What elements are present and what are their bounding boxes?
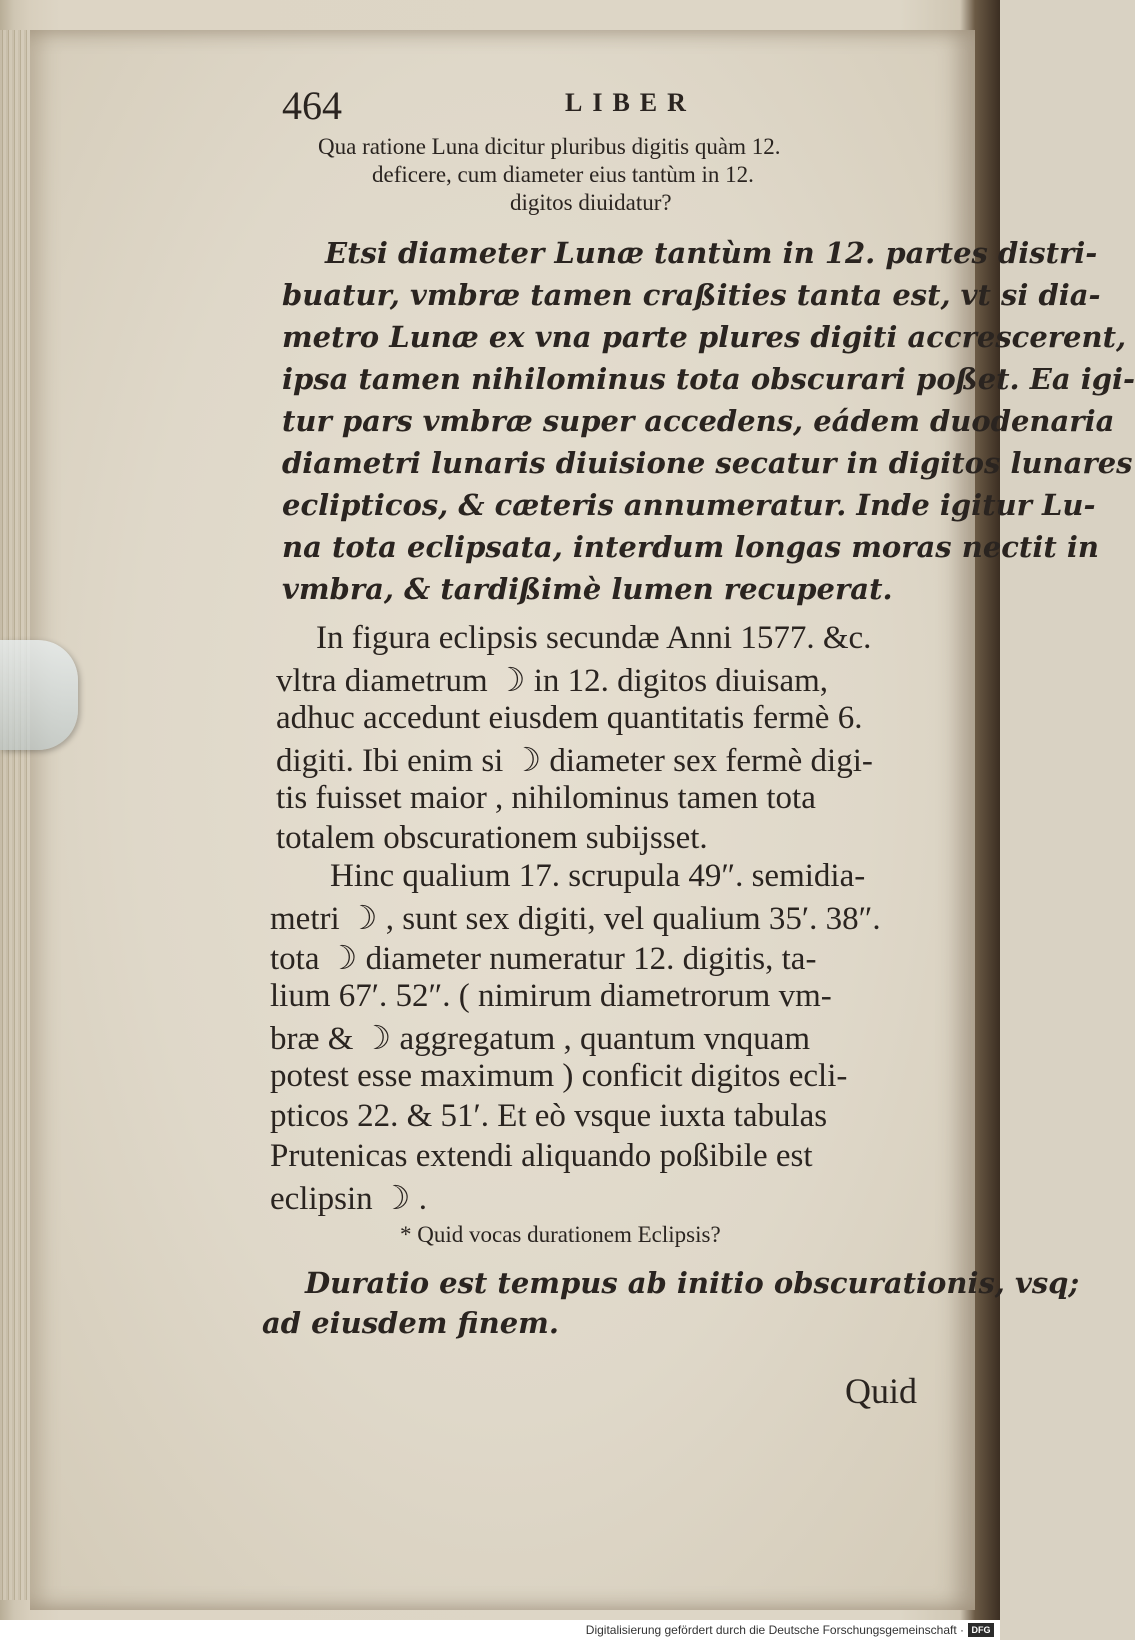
answer-line: tur pars vmbræ super accedens, eádem duodenaria	[282, 404, 1115, 438]
page-number: 464	[282, 83, 342, 128]
answer-line: diametri lunaris diuisione secatur in digitos lunares	[282, 446, 1133, 480]
paragraph-line: tis fuisset maior , nihilominus tamen tota	[276, 780, 816, 816]
paragraph-line: In figura eclipsis secundæ Anni 1577. &c.	[316, 620, 872, 656]
paragraph-line: totalem obscurationem subijsset.	[276, 820, 708, 856]
answer-line: metro Lunæ ex vna parte plures digiti accrescerent,	[282, 320, 1127, 354]
section-heading: * Quid vocas durationem Eclipsis?	[400, 1222, 721, 1247]
paragraph-line: lium 67′. 52″. ( nimirum diametrorum vm-	[270, 978, 832, 1014]
question-line: digitos diuidatur?	[510, 190, 672, 215]
answer-line: Duratio est tempus ab initio obscurationis, vsq;	[305, 1266, 1080, 1300]
paragraph-line: eclipsin ☽ .	[270, 1181, 427, 1217]
dfg-logo: DFG	[968, 1623, 994, 1637]
page-clip	[0, 640, 78, 750]
answer-line: na tota eclipsata, interdum longas moras nectit in	[282, 530, 1099, 564]
question-line: deficere, cum diameter eius tantùm in 12.	[372, 162, 754, 187]
answer-line: Etsi diameter Lunæ tantùm in 12. partes distri-	[325, 236, 1098, 270]
paragraph-line: adhuc accedunt eiusdem quantitatis fermè 6.	[276, 700, 863, 736]
paragraph-line: Hinc qualium 17. scrupula 49″. semidia-	[330, 858, 866, 894]
paragraph-line: pticos 22. & 51′. Et eò vsque iuxta tabulas	[270, 1098, 828, 1134]
paragraph-line: vltra diametrum ☽ in 12. digitos diuisam,	[276, 663, 829, 699]
footer-credit: Digitalisierung gefördert durch die Deutsche Forschungsgemeinschaft ·	[585, 1623, 964, 1637]
paragraph-line: Prutenicas extendi aliquando poßibile est	[270, 1138, 813, 1174]
answer-line: buatur, vmbræ tamen craßities tanta est, vt si dia-	[282, 278, 1101, 312]
paragraph-line: bræ & ☽ aggregatum , quantum vnquam	[270, 1021, 811, 1057]
paragraph-line: potest esse maximum ) conficit digitos ecli-	[270, 1058, 848, 1094]
paragraph-line: tota ☽ diameter numeratur 12. digitis, ta-	[270, 941, 817, 977]
paragraph-line: metri ☽ , sunt sex digiti, vel qualium 35′. 38″.	[270, 901, 881, 937]
answer-line: ad eiusdem finem.	[262, 1306, 559, 1340]
question-line: Qua ratione Luna dicitur pluribus digitis quàm 12.	[318, 134, 781, 159]
answer-line: ipsa tamen nihilominus tota obscurari poßet. Ea igi-	[282, 362, 1135, 396]
answer-line: vmbra, & tardißimè lumen recuperat.	[282, 572, 893, 606]
footer-bar	[0, 1620, 1000, 1640]
catchword: Quid	[845, 1371, 917, 1411]
paragraph-line: digiti. Ibi enim si ☽ diameter sex fermè digi-	[276, 743, 873, 779]
answer-line: eclipticos, & cæteris annumeratur. Inde igitur Lu-	[282, 488, 1096, 522]
running-head: LIBER	[565, 88, 696, 117]
